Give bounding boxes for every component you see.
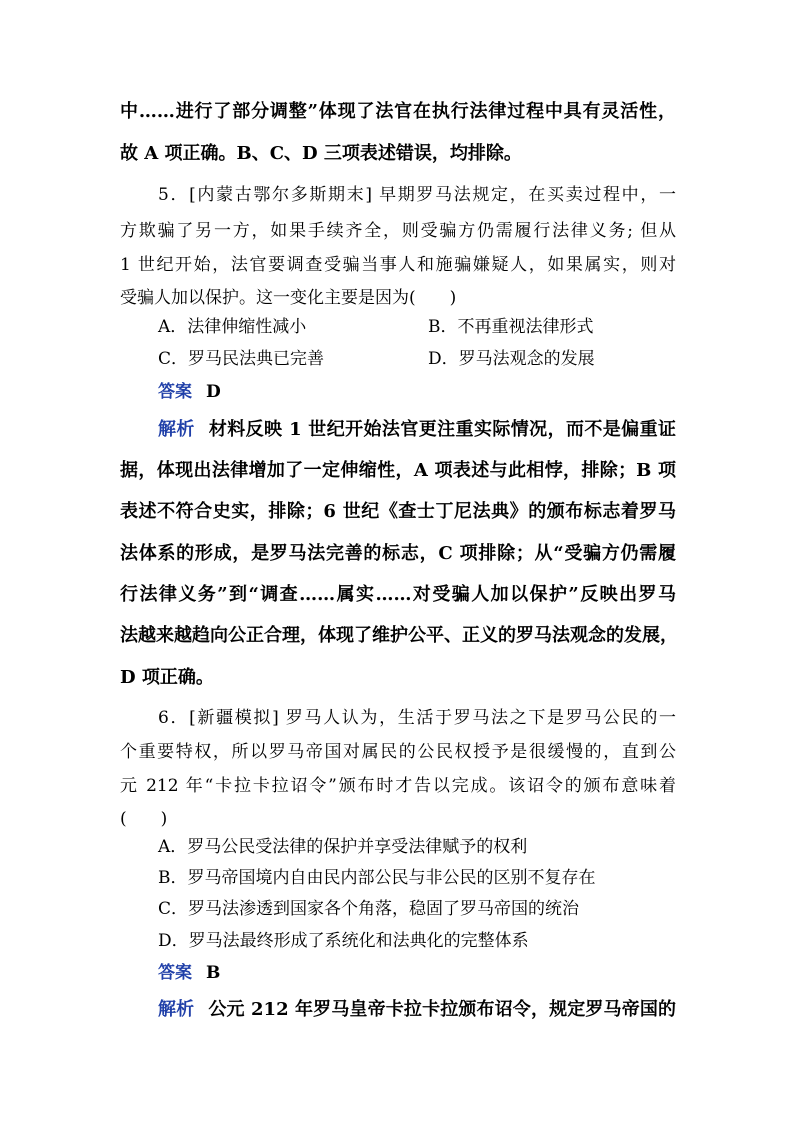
q5-analysis-line-7: D 项正确。: [120, 667, 214, 688]
q6-answer: [158, 961, 220, 985]
q6-analysis-line-1: [158, 998, 676, 1022]
q5-analysis-text-1: 材料反映 1 世纪开始法官更注重实际情况，而不是偏重证: [208, 419, 676, 440]
q5-answer-label: 答案: [158, 382, 192, 402]
q5-analysis-line-5: 行法律义务”到“调查……属实……对受骗人加以保护”反映出罗马: [120, 584, 676, 605]
q6-stem-line-3: 元 212 年“卡拉卡拉诏令”颁布时才告以完成。该诏令的颁布意味着: [120, 776, 676, 796]
q6-answer-value: B: [206, 963, 221, 983]
q5-option-d: D．罗马法观念的发展: [428, 349, 595, 369]
q6-option-d: D．罗马法最终形成了系统化和法典化的完整体系: [158, 931, 529, 951]
q5-analysis-label: 解析: [158, 419, 195, 440]
q5-answer-value: D: [206, 382, 221, 402]
prev-analysis-line-2: 故 A 项正确。B、C、D 三项表述错误，均排除。: [120, 143, 522, 164]
q5-option-b: B．不再重视法律形式: [428, 317, 594, 337]
q5-analysis-line-4: 法体系的形成，是罗马法完善的标志，C 项排除；从“受骗方仍需履: [120, 543, 676, 564]
q5-analysis-line-3: 表述不符合史实，排除；6 世纪《查士丁尼法典》的颁布标志着罗马: [120, 501, 676, 522]
q5-answer: [158, 380, 221, 404]
q5-stem-line-4: 受骗人加以保护。这一变化主要是因为( ): [120, 288, 457, 308]
q5-stem-line-1: 5．[内蒙古鄂尔多斯期末] 早期罗马法规定，在买卖过程中，一: [158, 185, 676, 205]
q5-option-c: C．罗马民法典已完善: [158, 349, 325, 369]
q5-analysis-line-1: [158, 418, 676, 442]
q6-answer-label: 答案: [158, 963, 192, 983]
q5-option-a: A．法律伸缩性减小: [158, 317, 307, 337]
q5-analysis-line-6: 法越来越趋向公正合理，体现了维护公平、正义的罗马法观念的发展，: [120, 625, 678, 646]
q5-stem-line-3: 1 世纪开始，法官要调查受骗当事人和施骗嫌疑人，如果属实，则对: [120, 255, 676, 275]
q5-stem-line-2: 方欺骗了另一方，如果手续齐全，则受骗方仍需履行法律义务; 但从: [120, 221, 676, 241]
q6-analysis-text-1: 公元 212 年罗马皇帝卡拉卡拉颁布诏令，规定罗马帝国的: [208, 999, 677, 1020]
q6-stem-line-4: ( ): [120, 809, 168, 829]
q5-analysis-line-2: 据，体现出法律增加了一定伸缩性，A 项表述与此相悖，排除；B 项: [120, 460, 676, 481]
q6-stem-line-2: 个重要特权，所以罗马帝国对属民的公民权授予是很缓慢的，直到公: [120, 742, 676, 762]
prev-analysis-line-1: 中……进行了部分调整”体现了法官在执行法律过程中具有灵活性，: [120, 101, 676, 122]
q6-option-a: A．罗马公民受法律的保护并享受法律赋予的权利: [158, 837, 528, 857]
q6-option-c: C．罗马法渗透到国家各个角落，稳固了罗马帝国的统治: [158, 899, 580, 919]
q6-analysis-label: 解析: [158, 999, 195, 1020]
q6-stem-line-1: 6．[新疆模拟] 罗马人认为，生活于罗马法之下是罗马公民的一: [158, 708, 676, 728]
q6-option-b: B．罗马帝国境内自由民内部公民与非公民的区别不复存在: [158, 868, 596, 888]
